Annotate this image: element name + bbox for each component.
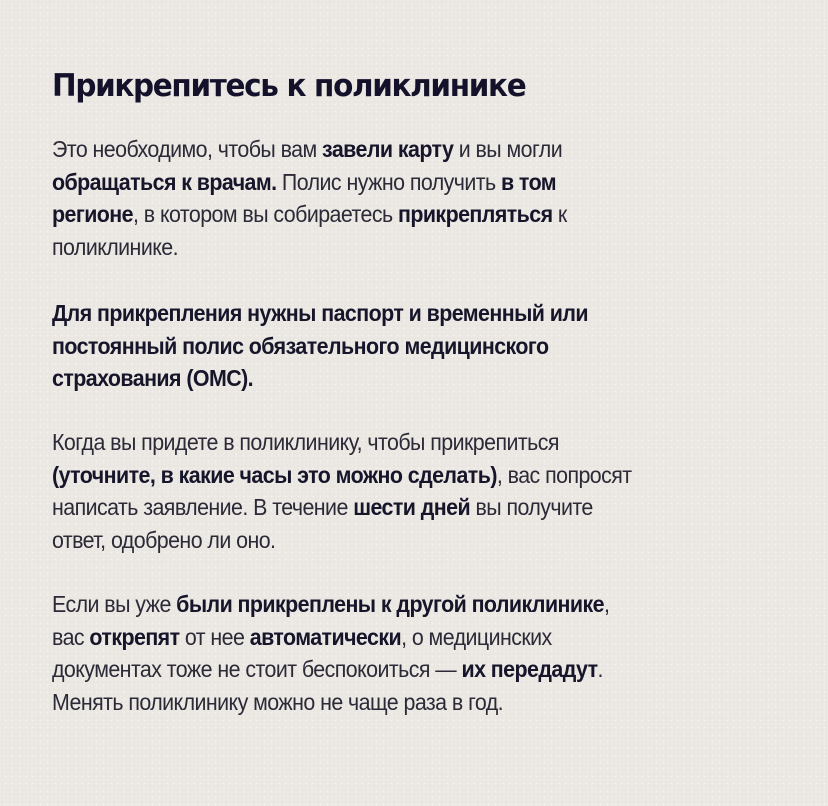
- bold-text: обращаться к врачам.: [52, 168, 277, 195]
- text: от нее: [179, 623, 250, 650]
- bold-text: были прикреплены к другой поликлинике: [176, 591, 604, 617]
- bold-text: прикрепляться: [397, 201, 553, 227]
- text: , в котором вы собираетесь: [132, 201, 398, 227]
- text-line: [52, 524, 632, 557]
- text: Когда вы придете в поликлинику, чтобы прикрепиться: [52, 429, 559, 455]
- text-line: [52, 330, 588, 363]
- text: Полис нужно получить: [276, 168, 501, 195]
- text: Это необходимо, чтобы вам: [52, 136, 323, 162]
- text: , вас попросят: [496, 461, 632, 488]
- text: поликлинике.: [52, 233, 178, 260]
- text: , о медицинских: [401, 623, 552, 650]
- text-line: [52, 621, 609, 654]
- text: вас: [52, 623, 90, 650]
- text-line: [52, 426, 632, 459]
- text: ,: [603, 591, 610, 617]
- paragraph-transfer: [52, 588, 609, 718]
- paragraph-application: [52, 426, 632, 556]
- text: написать заявление. В течение: [52, 494, 354, 520]
- bold-text: в том: [500, 168, 557, 195]
- bold-text: открепят: [89, 623, 180, 650]
- bold-text: автоматически: [249, 623, 402, 650]
- text: к: [552, 201, 567, 227]
- paragraph-documents: [52, 297, 588, 395]
- page-title: Прикрепитесь к поликлинике: [52, 68, 526, 104]
- bold-text: Для прикрепления нужны паспорт и временный или: [52, 300, 588, 326]
- text-line: [52, 231, 567, 264]
- text-line: [52, 362, 588, 395]
- text: и вы могли: [453, 136, 563, 162]
- text: Менять поликлинику можно не чаще раза в год.: [52, 688, 504, 715]
- text-line: [52, 459, 632, 492]
- text: вы получите: [470, 494, 593, 520]
- text-line: [52, 588, 609, 621]
- text-line: [52, 686, 609, 719]
- bold-text: страхования (ОМС).: [52, 365, 254, 391]
- bold-text: регионе: [52, 201, 133, 227]
- text-line: [52, 653, 609, 686]
- info-card: [52, 64, 792, 715]
- text-line: [52, 491, 632, 524]
- text-line: [52, 166, 567, 199]
- bold-text: постоянный полис обязательного медицинского: [52, 332, 549, 359]
- bold-text: (уточните, в какие часы это можно сделать): [52, 461, 497, 488]
- text: ответ, одобрено ли оно.: [52, 526, 276, 553]
- paragraph-registration: [52, 133, 567, 263]
- bold-text: завели карту: [322, 136, 454, 162]
- bold-text: шести дней: [353, 494, 471, 520]
- text-line: [52, 297, 588, 330]
- text: .: [597, 656, 603, 682]
- text: документах тоже не стоит беспокоиться —: [52, 656, 462, 682]
- text-line: [52, 133, 567, 166]
- text-line: [52, 198, 567, 231]
- bold-text: их передадут: [461, 656, 598, 682]
- text: Если вы уже: [52, 591, 177, 617]
